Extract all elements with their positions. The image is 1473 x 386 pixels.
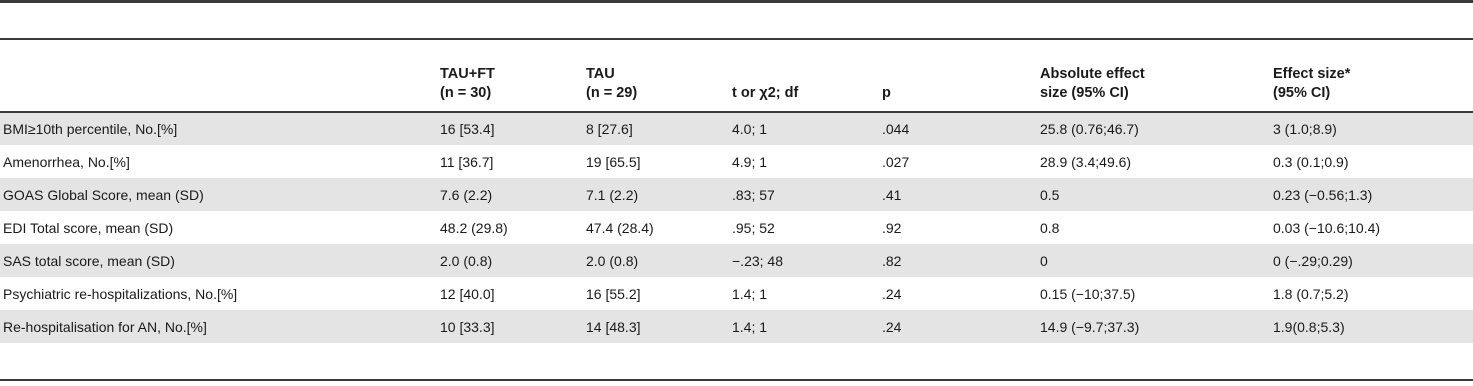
cell-p-value: .044 [879,112,1037,145]
table-row [0,310,1473,343]
cell-absolute-effect: 0.8 [1040,219,1060,236]
row-label: SAS total score, mean (SD) [0,244,437,277]
cell-tau-ft: 10 [33.3] [437,310,583,343]
table-row [0,244,1473,277]
bottom-rule [0,379,1473,381]
header-line-2: p [882,85,891,101]
cell-p-value: .82 [879,244,1037,277]
cell-tau: 7.1 (2.2) [583,178,729,211]
header-cell-variable [0,40,437,112]
header-line-1: TAU+FT [440,66,495,82]
header-cell-tau-ft [437,40,583,112]
row-label: BMI≥10th percentile, No.[%] [0,112,437,145]
cell-tau-ft: 12 [40.0] [440,285,495,302]
cell-effect-size: 0.03 (−10.6;10.4) [1273,219,1381,236]
header-line-1: Absolute effect [1040,66,1145,82]
cell-effect-size: 0.23 (−0.56;1.3) [1270,178,1473,211]
cell-effect-size: 3 (1.0;8.9) [1270,112,1473,145]
row-label: EDI Total score, mean (SD) [3,219,174,236]
cell-effect-size: 1.8 (0.7;5.2) [1273,285,1349,302]
cell-tau: 19 [65.5] [586,153,641,170]
table-body [0,112,1473,343]
table-row [0,277,1473,310]
row-label: GOAS Global Score, mean (SD) [0,178,437,211]
header-line-2: (95% CI) [1273,85,1331,101]
cell-p-value: .24 [882,285,902,302]
cell-absolute-effect: 25.8 (0.76;46.7) [1037,112,1270,145]
cell-tau-ft: 7.6 (2.2) [437,178,583,211]
results-table [0,40,1473,343]
cell-p-value: .92 [882,219,902,236]
top-rule [0,0,1473,3]
cell-tau-ft: 16 [53.4] [437,112,583,145]
cell-test-statistic: 4.0; 1 [729,112,879,145]
cell-effect-size: 1.9(0.8;5.3) [1270,310,1473,343]
row-label: Psychiatric re-hospitalizations, No.[%] [3,285,238,302]
header-line-1: TAU [586,66,615,82]
cell-absolute-effect: 0 [1037,244,1270,277]
cell-tau: 8 [27.6] [583,112,729,145]
cell-absolute-effect: 14.9 (−9.7;37.3) [1037,310,1270,343]
cell-test-statistic: .83; 57 [729,178,879,211]
header-line-2: (n = 29) [586,85,638,101]
header-cell-p-value [879,40,1037,112]
cell-tau-ft: 48.2 (29.8) [440,219,508,236]
cell-test-statistic: 4.9; 1 [732,153,768,170]
header-row [0,40,1473,112]
table-row [0,145,1473,178]
cell-effect-size: 0 (−.29;0.29) [1270,244,1473,277]
cell-tau: 16 [55.2] [586,285,641,302]
header-line-2: t or χ2; df [732,85,799,101]
header-cell-effect-size [1270,40,1473,112]
cell-tau: 2.0 (0.8) [583,244,729,277]
header-cell-test-statistic [729,40,879,112]
cell-tau-ft: 11 [36.7] [440,153,494,170]
cell-tau: 47.4 (28.4) [586,219,654,236]
row-label: Amenorrhea, No.[%] [3,153,130,170]
cell-p-value: .24 [879,310,1037,343]
header-cell-absolute-effect [1037,40,1270,112]
cell-test-statistic: .95; 52 [732,219,775,236]
cell-absolute-effect: 0.5 [1037,178,1270,211]
cell-absolute-effect: 0.15 (−10;37.5) [1040,285,1136,302]
table-header [0,40,1473,112]
cell-tau-ft: 2.0 (0.8) [437,244,583,277]
row-label: Re-hospitalisation for AN, No.[%] [0,310,437,343]
table-row [0,112,1473,145]
cell-test-statistic: 1.4; 1 [732,285,768,302]
cell-p-value: .41 [879,178,1037,211]
header-cell-tau [583,40,729,112]
cell-tau: 14 [48.3] [583,310,729,343]
cell-test-statistic: 1.4; 1 [729,310,879,343]
cell-absolute-effect: 28.9 (3.4;49.6) [1040,153,1132,170]
header-line-2: size (95% CI) [1040,85,1129,101]
cell-test-statistic: −.23; 48 [729,244,879,277]
cell-effect-size: 0.3 (0.1;0.9) [1273,153,1349,170]
header-line-1: Effect size* [1273,66,1351,82]
header-top-rule [0,38,1473,40]
table-row [0,178,1473,211]
table-row [0,211,1473,244]
cell-p-value: .027 [882,153,910,170]
header-line-2: (n = 30) [440,85,492,101]
